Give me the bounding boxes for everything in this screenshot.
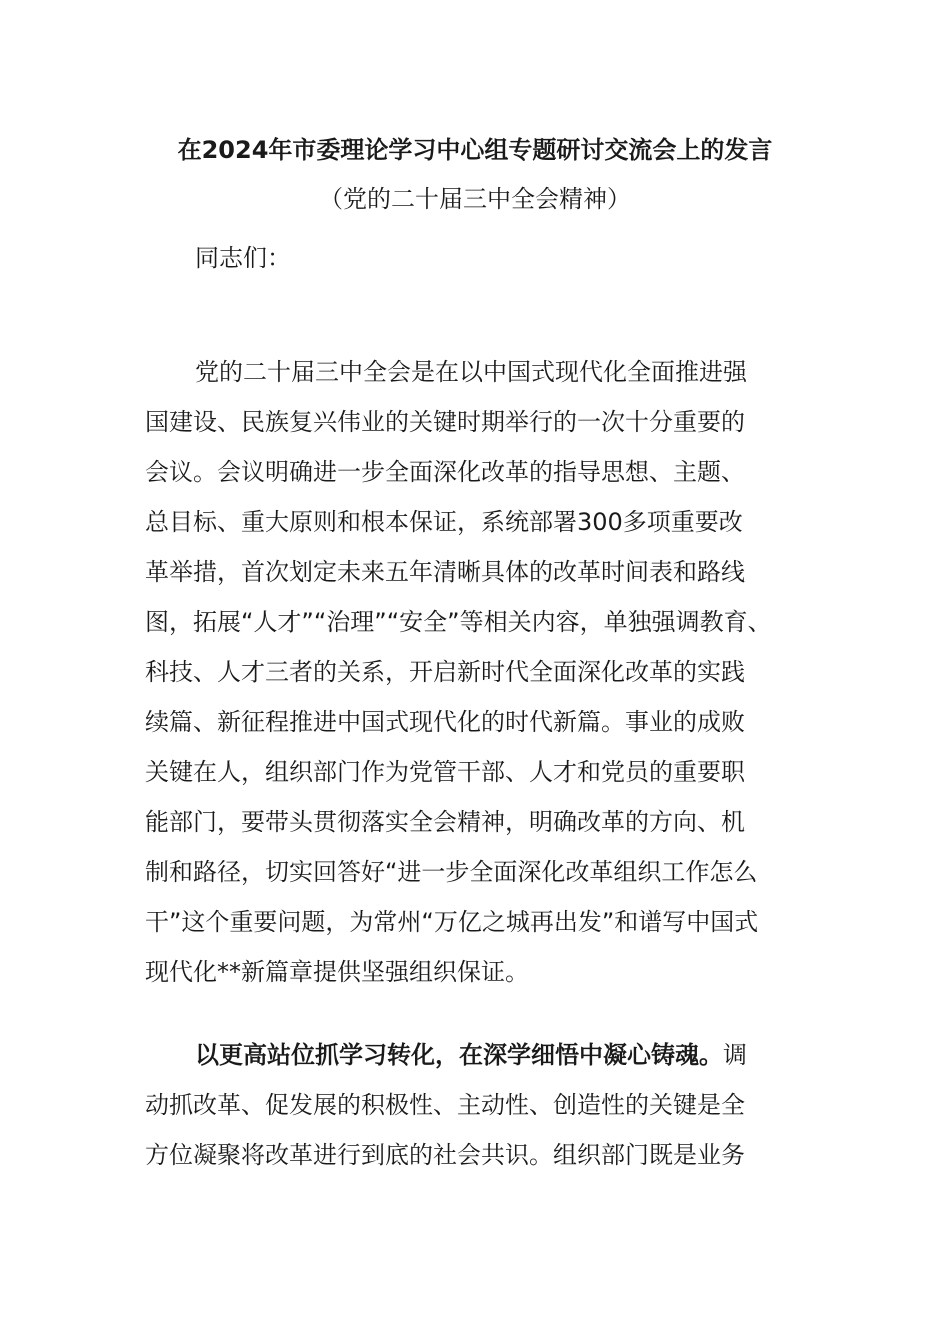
paragraph-line: 党的二十届三中全会是在以中国式现代化全面推进强 bbox=[195, 358, 747, 386]
paragraph-line: 革举措，首次划定未来五年清晰具体的改革时间表和路线 bbox=[145, 558, 745, 586]
paragraph-line: 续篇、新征程推进中国式现代化的时代新篇。事业的成败 bbox=[145, 708, 745, 736]
paragraph-2 bbox=[145, 1030, 795, 1180]
paragraph-line: 科技、人才三者的关系，开启新时代全面深化改革的实践 bbox=[145, 658, 745, 686]
paragraph-line: 制和路径，切实回答好“进一步全面深化改革组织工作怎么 bbox=[145, 858, 758, 886]
paragraph-line: 国建设、民族复兴伟业的关键时期举行的一次十分重要的 bbox=[145, 408, 745, 436]
paragraph-line: 动抓改革、促发展的积极性、主动性、创造性的关键是全 bbox=[145, 1091, 745, 1119]
salutation: 同志们： bbox=[195, 244, 291, 272]
paragraph-line: 总目标、重大原则和根本保证，系统部署300多项重要改 bbox=[145, 508, 743, 536]
paragraph-line: 关键在人，组织部门作为党管干部、人才和党员的重要职 bbox=[145, 758, 745, 786]
section-heading: 以更高站位抓学习转化，在深学细悟中凝心铸魂。 bbox=[195, 1041, 723, 1069]
document-subtitle: （党的二十届三中全会精神） bbox=[319, 185, 631, 213]
paragraph-line: 干”这个重要问题，为常州“万亿之城再出发”和谱写中国式 bbox=[145, 908, 759, 936]
document-title: 在2024年市委理论学习中心组专题研讨交流会上的发言 bbox=[177, 136, 773, 164]
paragraph-line: 方位凝聚将改革进行到底的社会共识。组织部门既是业务 bbox=[145, 1141, 745, 1169]
paragraph-line: 图，拓展“人才”“治理”“安全”等相关内容，单独强调教育、 bbox=[145, 608, 772, 636]
paragraph-1 bbox=[145, 347, 795, 997]
paragraph-line: 能部门，要带头贯彻落实全会精神，明确改革的方向、机 bbox=[145, 808, 745, 836]
paragraph-text: 调 bbox=[723, 1041, 747, 1069]
paragraph-line: 现代化**新篇章提供坚强组织保证。 bbox=[145, 958, 529, 986]
paragraph-line: 会议。会议明确进一步全面深化改革的指导思想、主题、 bbox=[145, 458, 745, 486]
paragraph-first-line bbox=[145, 1030, 795, 1080]
